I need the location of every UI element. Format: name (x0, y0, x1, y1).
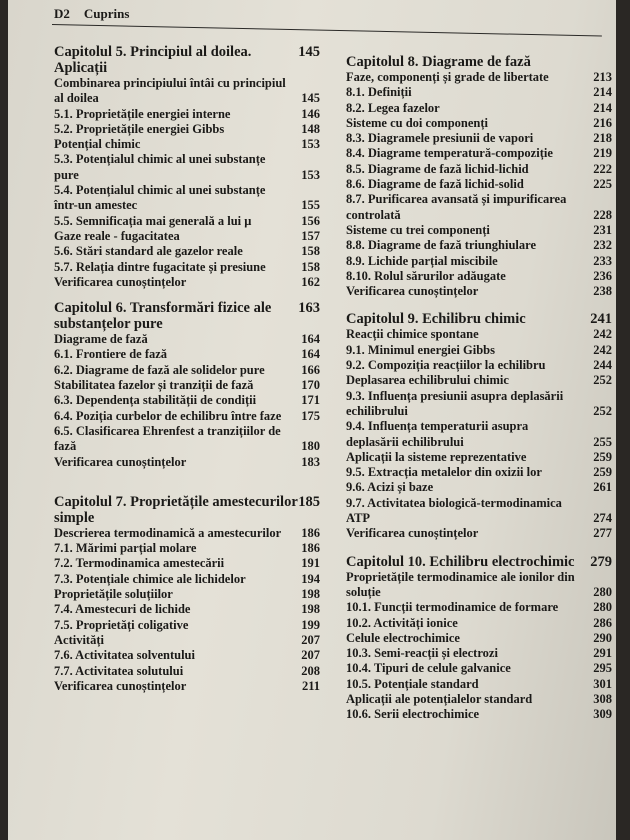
toc-entry-page: 164 (301, 332, 320, 347)
toc-entry-text: 9.6. Acizi și baze (346, 480, 434, 495)
toc-entry-text: 6.5. Clasificarea Ehrenfest a tranzițiilor de fază (54, 423, 281, 454)
book-page (8, 0, 616, 840)
toc-entry (346, 526, 612, 541)
toc-entry-text: 10.5. Potențiale standard (346, 676, 479, 691)
toc-entry (346, 177, 612, 192)
toc-entry (346, 707, 612, 722)
toc-entry-text: 9.2. Compoziția reacțiilor la echilibru (346, 358, 546, 373)
toc-entry-page: 216 (593, 115, 612, 130)
chapter-title (346, 311, 612, 327)
toc-entry (346, 162, 612, 177)
toc-entry-page: 186 (301, 541, 320, 556)
toc-entry (346, 254, 612, 269)
toc-entry-page: 255 (593, 434, 612, 449)
toc-entry-page: 242 (593, 327, 612, 342)
toc-entry-page: 214 (593, 85, 612, 100)
toc-entry-page: 301 (593, 676, 612, 691)
toc-entry-text: 6.2. Diagrame de fază ale solidelor pure (54, 362, 265, 377)
toc-entry (346, 600, 612, 615)
toc-entry (346, 646, 612, 661)
toc-entry-text: Combinarea principiului întâi cu principiul al doilea (54, 76, 286, 106)
toc-entry (54, 424, 320, 455)
toc-entry-page: 207 (301, 648, 320, 663)
toc-entry-text: 10.1. Funcții termodinamice de formare (346, 600, 559, 615)
toc-entry-page: 232 (593, 238, 612, 253)
toc-entry-text: 9.1. Minimul energiei Gibbs (346, 342, 495, 357)
toc-entry-page: 295 (593, 661, 612, 676)
right-column (346, 54, 612, 733)
toc-entry (346, 101, 612, 116)
toc-entry (346, 238, 612, 253)
toc-entry-text: 5.1. Proprietățile energiei interne (54, 106, 231, 121)
toc-entry-text: Gaze reale - fugacitatea (54, 228, 180, 243)
toc-entry (346, 343, 612, 358)
left-column (54, 44, 320, 704)
toc-entry-text: 8.7. Purificarea avansată și impurificarea controlată (346, 192, 567, 222)
toc-entry-page: 280 (593, 584, 612, 599)
toc-entry (54, 332, 320, 347)
toc-entry-text: 7.5. Proprietăți coligative (54, 617, 189, 632)
toc-entry (54, 244, 320, 259)
toc-entry-page: 207 (301, 632, 320, 647)
toc-entry (346, 284, 612, 299)
toc-entry-text: 9.7. Activitatea biologică-termodinamica ATP (346, 495, 562, 526)
toc-entry-text: 8.2. Legea fazelor (346, 100, 440, 115)
toc-entry-page: 148 (301, 121, 320, 136)
chapter-block (346, 54, 612, 299)
toc-entry (346, 450, 612, 465)
toc-entry-page: 158 (301, 259, 320, 274)
toc-entry (346, 131, 612, 146)
toc-entry-text: 9.3. Influența presiunii asupra deplasării echilibrului (346, 388, 564, 418)
chapter-block (346, 311, 612, 541)
toc-entry-text: Faze, componenți și grade de libertate (346, 70, 549, 84)
toc-entry-page: 218 (593, 131, 612, 146)
toc-entry (54, 541, 320, 556)
toc-entry-text: 8.1. Definiții (346, 85, 412, 100)
toc-entry-page: 231 (593, 222, 612, 237)
toc-entry-page: 274 (593, 511, 612, 526)
toc-entry (346, 373, 612, 388)
toc-entry-page: 191 (301, 556, 320, 571)
toc-entry-page: 166 (301, 362, 320, 377)
chapter-title-text: Capitolul 8. Diagrame de fază (346, 54, 531, 70)
toc-entry-page: 146 (301, 106, 320, 121)
toc-entry-text: 8.6. Diagrame de fază lichid-solid (346, 177, 524, 192)
toc-entry-text: 10.4. Tipuri de celule galvanice (346, 661, 511, 676)
toc-entry-text: 8.10. Rolul sărurilor adăugate (346, 268, 506, 283)
toc-entry-page: 198 (301, 602, 320, 617)
toc-entry (54, 679, 320, 694)
toc-entry (346, 192, 612, 223)
toc-entry-text: 5.2. Proprietățile energiei Gibbs (54, 121, 225, 136)
toc-entry (54, 229, 320, 244)
toc-entry-text: 10.6. Serii electrochimice (346, 707, 480, 722)
toc-entry (346, 269, 612, 284)
toc-entry-page: 162 (301, 274, 320, 289)
toc-entry (54, 260, 320, 275)
toc-entry-page: 153 (301, 167, 320, 182)
toc-entry (54, 347, 320, 362)
chapter-title (54, 44, 320, 76)
toc-entry-text: Descrierea termodinamică a amestecurilor (54, 525, 282, 540)
page-label: D2 (54, 6, 70, 21)
toc-entry-page: 145 (301, 91, 320, 106)
toc-entry (54, 76, 320, 107)
toc-entry-page: 198 (301, 587, 320, 602)
toc-entry-text: 8.4. Diagrame temperatură-compoziție (346, 146, 553, 161)
toc-entry-text: Sisteme cu doi componenți (346, 115, 489, 130)
toc-entry (54, 363, 320, 378)
toc-entry-page: 164 (301, 347, 320, 362)
toc-entry-text: 7.4. Amestecuri de lichide (54, 602, 191, 617)
toc-entry-text: 5.4. Potențialul chimic al unei substanțe într-un amestec (54, 183, 266, 213)
toc-entry-page: 183 (301, 454, 320, 469)
toc-entry-text: Verificarea cunoștințelor (54, 678, 187, 693)
toc-entry (346, 661, 612, 676)
toc-entry (54, 648, 320, 663)
toc-entry-page: 199 (301, 617, 320, 632)
toc-entry-text: 7.3. Potențiale chimice ale lichidelor (54, 571, 246, 586)
toc-entry-page: 170 (301, 378, 320, 393)
chapter-title-text: Capitolul 5. Principiul al doilea. Aplicații (54, 44, 252, 76)
toc-entry (54, 137, 320, 152)
toc-entry-page: 175 (301, 408, 320, 423)
toc-entry-text: 6.3. Dependența stabilității de condiții (54, 393, 257, 408)
toc-entry-text: 6.4. Poziția curbelor de echilibru între faze (54, 408, 282, 423)
chapter-block (346, 554, 612, 723)
toc-entry-text: 6.1. Frontiere de fază (54, 347, 168, 362)
toc-entry (54, 602, 320, 617)
section-title: Cuprins (83, 6, 130, 21)
toc-entry-text: 7.1. Mărimi parțial molare (54, 541, 197, 556)
toc-entry (346, 480, 612, 495)
toc-entry (54, 556, 320, 571)
chapter-block (54, 300, 320, 470)
chapter-title (54, 300, 320, 332)
toc-entry (346, 692, 612, 707)
toc-entry-text: Sisteme cu trei componenți (346, 222, 490, 237)
chapter-page-number: 145 (298, 44, 320, 60)
toc-entry (54, 526, 320, 541)
toc-entry-text: 7.7. Activitatea solutului (54, 663, 184, 678)
toc-entry (54, 378, 320, 393)
toc-entry (54, 664, 320, 679)
toc-entry-page: 280 (593, 600, 612, 615)
toc-entry-page: 308 (593, 691, 612, 706)
toc-entry-text: Celule electrochimice (346, 630, 460, 645)
toc-entry-page: 259 (593, 449, 612, 464)
toc-entry (54, 587, 320, 602)
toc-entry-text: 5.3. Potențialul chimic al unei substanțe pure (54, 152, 266, 182)
chapter-title-text: Capitolul 9. Echilibru chimic (346, 311, 526, 328)
toc-entry (54, 122, 320, 137)
toc-entry (54, 393, 320, 408)
toc-entry-page: 291 (593, 646, 612, 661)
toc-entry-page: 228 (593, 207, 612, 222)
toc-entry-page: 259 (593, 465, 612, 480)
toc-entry-page: 238 (593, 284, 612, 299)
toc-entry-page: 242 (593, 342, 612, 357)
toc-entry (346, 116, 612, 131)
toc-entry (54, 152, 320, 183)
toc-entry (346, 70, 612, 85)
toc-entry (346, 465, 612, 480)
chapter-page-number: 241 (590, 311, 612, 328)
toc-entry-text: 9.5. Extracția metalelor din oxizii lor (346, 465, 542, 480)
toc-entry-page: 252 (593, 373, 612, 388)
toc-entry (54, 455, 320, 470)
toc-entry-page: 213 (593, 70, 612, 84)
toc-entry-text: Potențial chimic (54, 137, 141, 152)
header-rule (52, 24, 602, 37)
toc-entry-text: Verificarea cunoștințelor (346, 284, 479, 299)
toc-entry (346, 85, 612, 100)
chapter-title (346, 554, 612, 570)
toc-entry-text: 9.4. Influența temperaturii asupra deplasării echilibrului (346, 419, 529, 449)
toc-entry-page: 244 (593, 358, 612, 373)
toc-entry-text: Verificarea cunoștințelor (54, 274, 187, 289)
toc-entry-page: 158 (301, 244, 320, 259)
toc-entry (54, 618, 320, 633)
toc-entry (346, 496, 612, 527)
toc-entry-text: Aplicații la sisteme reprezentative (346, 449, 527, 464)
toc-entry-page: 252 (593, 403, 612, 418)
toc-entry-page: 156 (301, 213, 320, 228)
toc-entry (346, 677, 612, 692)
chapter-title-text: Capitolul 7. Proprietățile amestecurilor simple (54, 493, 298, 526)
toc-entry-page: 277 (593, 526, 612, 541)
toc-entry-page: 225 (593, 177, 612, 192)
toc-entry (346, 389, 612, 420)
toc-entry (54, 409, 320, 424)
chapter-title (346, 54, 612, 70)
toc-entry-page: 208 (301, 663, 320, 678)
chapter-title-text: Capitolul 6. Transformări fizice ale substanțelor pure (54, 300, 272, 333)
toc-entry-text: 5.7. Relația dintre fugacitate și presiune (54, 259, 266, 274)
toc-entry-text: 10.3. Semi-reacții și electrozi (346, 646, 498, 661)
toc-entry-text: Proprietățile soluțiilor (54, 587, 173, 602)
toc-entry (54, 183, 320, 214)
toc-entry (346, 358, 612, 373)
toc-entry-page: 309 (593, 707, 612, 722)
toc-entry-text: Activități (54, 632, 104, 647)
toc-entry-text: 8.3. Diagramele presiunii de vapori (346, 131, 534, 146)
toc-entry-text: 7.6. Activitatea solventului (54, 648, 195, 663)
toc-entry (346, 616, 612, 631)
toc-entry (346, 223, 612, 238)
chapter-page-number: 279 (590, 553, 612, 570)
toc-entry-page: 236 (593, 268, 612, 283)
chapter-page-number: 163 (298, 300, 320, 317)
toc-entry-page: 233 (593, 253, 612, 268)
toc-entry (346, 570, 612, 601)
toc-entry-text: 8.5. Diagrame de fază lichid-lichid (346, 161, 529, 176)
toc-entry-page: 171 (301, 393, 320, 408)
chapter-page-number: 185 (298, 493, 320, 510)
toc-entry-text: 7.2. Termodinamica amestecării (54, 556, 225, 571)
running-head (54, 6, 129, 22)
toc-entry-page: 155 (301, 198, 320, 213)
toc-entry-page: 290 (593, 630, 612, 645)
toc-entry-text: Verificarea cunoștințelor (346, 526, 479, 541)
toc-entry-page: 180 (301, 439, 320, 454)
toc-entry-text: Aplicații ale potențialelor standard (346, 691, 533, 706)
toc-entry (54, 275, 320, 290)
toc-entry-page: 194 (301, 571, 320, 586)
chapter-block (54, 494, 320, 694)
toc-entry-page: 153 (301, 137, 320, 152)
toc-entry-text: 5.5. Semnificația mai generală a lui μ (54, 213, 252, 228)
chapter-block (54, 44, 320, 290)
toc-entry-page: 286 (593, 615, 612, 630)
toc-entry (54, 107, 320, 122)
toc-entry (54, 572, 320, 587)
toc-entry-text: Diagrame de fază (54, 332, 148, 347)
chapter-title-text: Capitolul 10. Echilibru electrochimic (346, 553, 575, 570)
toc-entry (346, 631, 612, 646)
toc-entry (54, 214, 320, 229)
toc-entry-text: 5.6. Stări standard ale gazelor reale (54, 244, 243, 259)
toc-entry-page: 214 (593, 100, 612, 115)
toc-entry (346, 146, 612, 161)
toc-entry-page: 157 (301, 228, 320, 243)
chapter-title (54, 494, 320, 526)
toc-entry-text: Reacții chimice spontane (346, 327, 479, 342)
toc-entry-page: 261 (593, 480, 612, 495)
toc-entry-text: Proprietățile termodinamice ale ionilor din soluție (346, 569, 575, 599)
toc-entry-page: 186 (301, 525, 320, 540)
toc-entry (346, 327, 612, 342)
toc-entry-page: 211 (301, 678, 320, 693)
toc-entry (54, 633, 320, 648)
toc-entry-page: 222 (593, 161, 612, 176)
toc-entry-text: Deplasarea echilibrului chimic (346, 373, 509, 388)
toc-entry-text: 10.2. Activități ionice (346, 615, 458, 630)
toc-entry-page: 219 (593, 146, 612, 161)
toc-entry-text: 8.9. Lichide parțial miscibile (346, 253, 498, 268)
toc-entry-text: Stabilitatea fazelor și tranziții de fază (54, 378, 254, 393)
toc-entry-text: Verificarea cunoștințelor (54, 454, 187, 469)
toc-entry (346, 419, 612, 450)
toc-entry-text: 8.8. Diagrame de fază triunghiulare (346, 238, 537, 253)
